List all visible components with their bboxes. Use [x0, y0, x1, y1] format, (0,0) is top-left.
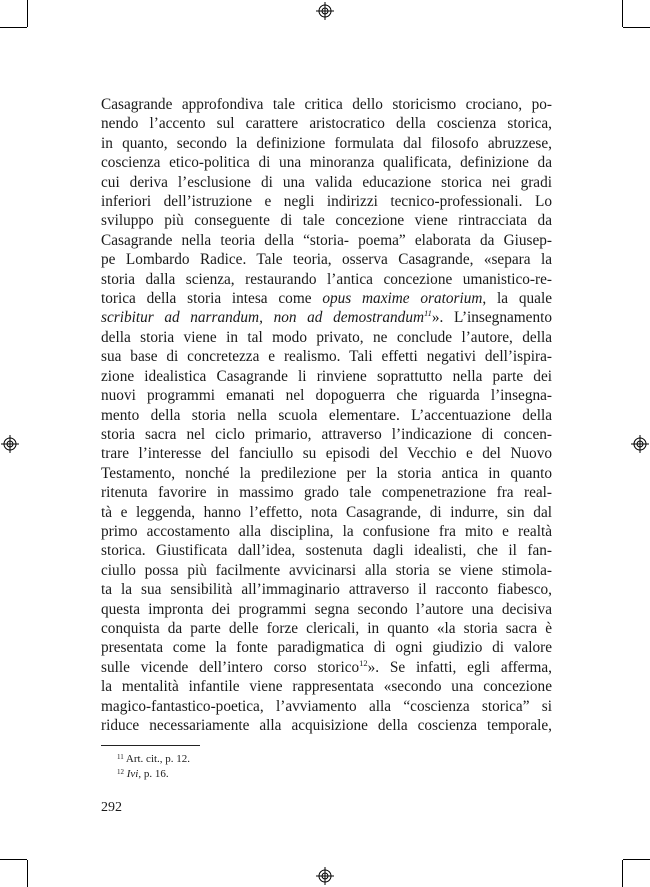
- crop-mark: [622, 0, 623, 27]
- page-number: 292: [101, 800, 122, 815]
- text-run: della storia viene in tal modo privato, ne conclude l’autore, della: [101, 328, 552, 346]
- text-line: [101, 211, 552, 230]
- text-line: [101, 522, 552, 541]
- text-line: [101, 95, 552, 114]
- text-run: Testamento, nonché la predilezione per la storia antica in quanto: [101, 464, 552, 482]
- text-run: zione idealistica Casagrande li rinviene soprattutto nella parte dei: [101, 367, 552, 385]
- text-run: cui deriva l’esclusione di una valida educazione storica nei gradi: [101, 173, 552, 191]
- text-run: Casagrande approfondiva tale critica dello storicismo crociano, po-: [101, 96, 552, 113]
- text-run: storia dalla scienza, restaurando l’antica concezione umanistico-re-: [101, 270, 552, 288]
- text-line: [101, 270, 552, 289]
- text-run: la mentalità infantile viene rappresentata «secondo una concezione: [101, 678, 552, 696]
- text-run: in quanto, secondo la definizione formulata dal filosofo abruzzese,: [101, 134, 552, 152]
- crop-mark: [623, 859, 650, 860]
- crop-mark: [622, 860, 623, 887]
- text-line: [101, 386, 552, 405]
- text-line: [101, 541, 552, 560]
- text-run: riduce necessariamente alla acquisizione della coscienza temporale,: [101, 717, 552, 734]
- text-line: [101, 250, 552, 269]
- text-run: magico-fantastico-poetica, l’avviamento alla “coscienza storica” si: [101, 697, 552, 715]
- registration-mark-icon: [1, 435, 19, 453]
- text-run: pe Lombardo Radice. Tale teoria, osserva Casagrande, «separa la: [101, 251, 552, 269]
- text-run: sviluppo più conseguente di tale concezione viene rintracciata da: [101, 212, 552, 230]
- footnote-number: 12: [117, 767, 124, 776]
- text-run: presentata come la fonte paradigmatica di ogni giudizio di valore: [101, 639, 552, 657]
- text-run: coscienza etico-politica di una minoranza qualificata, definizione da: [101, 154, 552, 172]
- text-run: nuovi programmi emanati nel dopoguerra che riguarda l’insegna-: [101, 387, 552, 405]
- text-run: sulle vicende dell’intero corso storico: [101, 658, 360, 676]
- text-run: ». Se infatti, egli afferma,: [367, 658, 552, 676]
- text-line: [101, 503, 552, 522]
- text-line: [101, 425, 552, 444]
- text-line: [101, 308, 552, 327]
- text-run: sua base di concretezza e realismo. Tali effetti negativi dell’ispira-: [101, 348, 552, 366]
- text-line: [101, 697, 552, 716]
- registration-mark-icon: [316, 2, 334, 20]
- crop-mark: [27, 860, 28, 887]
- text-run: ritenuta favorire in massimo grado tale compenetrazione fra real-: [101, 484, 552, 502]
- text-run: ciullo possa più facilmente avvicinarsi alla storia se viene stimola-: [101, 561, 552, 579]
- crop-mark: [0, 27, 27, 28]
- text-line: [101, 289, 552, 308]
- registration-mark-icon: [631, 435, 649, 453]
- text-line: [101, 367, 552, 386]
- text-line: [101, 600, 552, 619]
- text-line: [101, 347, 552, 366]
- text-run: , la quale: [482, 290, 552, 308]
- footnote-separator: [101, 745, 200, 746]
- crop-mark: [0, 859, 27, 860]
- text-line: [101, 173, 552, 192]
- text-run: ta la sua sensibilità all’immaginario attraverso il racconto fiabesco,: [101, 581, 552, 599]
- text-line: [101, 464, 552, 483]
- text-run: inferiori dell’istruzione e negli indirizzi tecnico-professionali. Lo: [101, 193, 552, 211]
- italic-phrase: opus maxime oratorium: [322, 290, 483, 308]
- text-run: conquista da parte delle forze clericali, in quanto «la storia sacra è: [101, 619, 552, 637]
- text-line: [101, 619, 552, 638]
- crop-mark: [623, 27, 650, 28]
- text-run: storia sacra nel ciclo primario, attraverso l’indicazione di concen-: [101, 425, 552, 443]
- text-line: [101, 134, 552, 153]
- text-run: torica della storia intesa come: [101, 290, 323, 308]
- text-run: questa impronta dei programmi segna secondo l’autore una decisiva: [101, 600, 552, 618]
- text-line: [101, 580, 552, 599]
- footnotes: [117, 752, 537, 781]
- text-line: [101, 153, 552, 172]
- text-run: storica. Giustificata dall’idea, sostenuta dagli idealisti, che il fan-: [101, 542, 552, 560]
- text-line: [101, 114, 552, 133]
- footnote-11: [117, 752, 537, 767]
- footnote-ref: 11: [424, 308, 432, 319]
- text-line: [101, 677, 552, 696]
- text-line: [101, 658, 552, 677]
- text-line: [101, 231, 552, 250]
- footnote-12: [117, 767, 537, 782]
- footnote-italic: Ivi: [126, 767, 139, 780]
- italic-phrase: scribitur ad narrandum, non ad demostrandum: [101, 309, 425, 327]
- text-run: nendo l’accento sul carattere aristocratico della coscienza storica,: [101, 115, 552, 133]
- text-line: [101, 406, 552, 425]
- text-run: primo accostamento alla disciplina, la confusione fra mito e realtà: [101, 522, 552, 540]
- text-run: trare l’interesse del fanciullo su episodi del Vecchio e del Nuovo: [101, 445, 552, 463]
- footnote-text: Art. cit., p. 12.: [123, 753, 191, 765]
- text-line: [101, 192, 552, 211]
- body-text: [101, 95, 552, 735]
- text-run: Casagrande nella teoria della “storia- poema” elaborata da Giusep-: [101, 231, 552, 249]
- text-line: [101, 561, 552, 580]
- footnote-text: , p. 16.: [138, 767, 169, 780]
- text-line: [101, 483, 552, 502]
- text-run: mento della storia nella scuola elementare. L’accentuazione della: [101, 406, 552, 424]
- text-line: [101, 716, 552, 735]
- crop-mark: [27, 0, 28, 27]
- text-line: [101, 328, 552, 347]
- text-line: [101, 444, 552, 463]
- registration-mark-icon: [316, 867, 334, 885]
- text-line: [101, 638, 552, 657]
- text-run: ». L’insegnamento: [431, 309, 552, 327]
- footnote-ref: 12: [359, 657, 368, 668]
- footnote-number: 11: [117, 753, 124, 761]
- text-run: tà e leggenda, hanno l’effetto, nota Casagrande, di indurre, sin dal: [101, 503, 552, 521]
